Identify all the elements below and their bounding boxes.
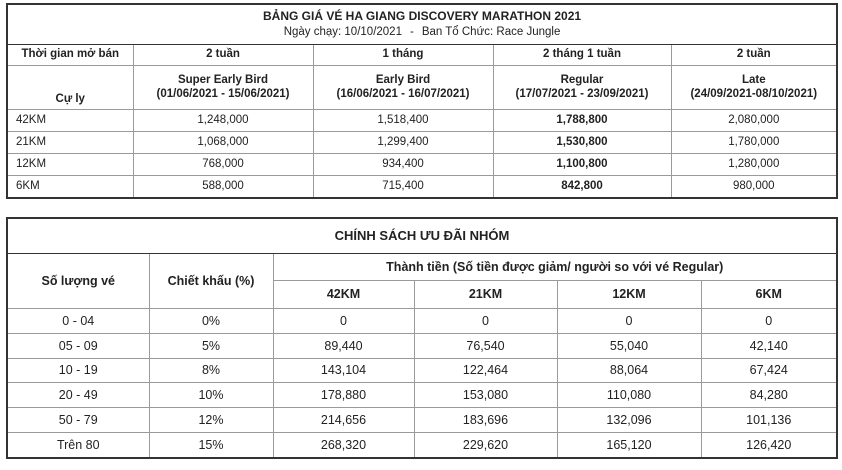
distance-header: 12KM	[557, 281, 701, 309]
price-cell: 1,788,800	[493, 110, 671, 132]
table-row	[7, 132, 837, 154]
subtitle-separator: -	[409, 25, 414, 38]
amount-cell: 143,104	[273, 358, 414, 383]
price-table	[6, 3, 838, 199]
discount-label: Chiết khấu (%)	[149, 254, 273, 309]
amount-cell: 0	[273, 309, 414, 334]
qty-cell: 20 - 49	[7, 383, 149, 408]
discount-cell: 0%	[149, 309, 273, 334]
qty-cell: 0 - 04	[7, 309, 149, 334]
table-row	[7, 176, 837, 199]
amount-cell: 42,140	[701, 333, 837, 358]
distance-cell: 21KM	[7, 132, 133, 154]
period-cell: 1 tháng	[313, 45, 493, 66]
amount-cell: 229,620	[414, 432, 557, 457]
price-cell: 1,530,800	[493, 132, 671, 154]
qty-cell: 10 - 19	[7, 358, 149, 383]
price-table-subtitle	[8, 26, 836, 39]
race-date: Ngày chạy: 10/10/2021	[283, 25, 402, 38]
discount-cell: 12%	[149, 408, 273, 433]
table-row	[7, 110, 837, 132]
price-cell: 1,780,000	[671, 132, 837, 154]
amount-cell: 132,096	[557, 408, 701, 433]
amount-cell: 101,136	[701, 408, 837, 433]
distance-cell: 6KM	[7, 176, 133, 199]
price-cell: 1,280,000	[671, 154, 837, 176]
phase-range: (01/06/2021 - 15/06/2021)	[156, 87, 290, 100]
price-cell: 1,100,800	[493, 154, 671, 176]
phase-cell	[313, 66, 493, 110]
price-cell: 588,000	[133, 176, 313, 199]
amount-cell: 67,424	[701, 358, 837, 383]
amount-label: Thành tiền (Số tiền được giảm/ người so với vé Regular)	[273, 254, 837, 281]
qty-cell: 05 - 09	[7, 333, 149, 358]
phase-name: Early Bird	[375, 74, 431, 87]
price-cell: 768,000	[133, 154, 313, 176]
amount-cell: 153,080	[414, 383, 557, 408]
qty-cell: Trên 80	[7, 432, 149, 457]
table-row	[7, 383, 837, 408]
table-row	[7, 408, 837, 433]
organizer: Ban Tổ Chức: Race Jungle	[421, 25, 561, 38]
phase-range: (17/07/2021 - 23/09/2021)	[515, 87, 649, 100]
period-cell: 2 tuần	[133, 45, 313, 66]
amount-cell: 214,656	[273, 408, 414, 433]
price-cell: 715,400	[313, 176, 493, 199]
discount-cell: 5%	[149, 333, 273, 358]
table-row	[7, 309, 837, 334]
distance-header: 42KM	[273, 281, 414, 309]
period-cell: 2 tháng 1 tuần	[493, 45, 671, 66]
table-row	[7, 154, 837, 176]
distance-cell: 42KM	[7, 110, 133, 132]
amount-cell: 126,420	[701, 432, 837, 457]
price-cell: 2,080,000	[671, 110, 837, 132]
price-cell: 842,800	[493, 176, 671, 199]
amount-cell: 0	[701, 309, 837, 334]
distance-header: 6KM	[701, 281, 837, 309]
discount-cell: 8%	[149, 358, 273, 383]
qty-label: Số lượng vé	[7, 254, 149, 309]
amount-cell: 0	[414, 309, 557, 334]
group-discount-table	[6, 217, 838, 459]
discount-cell: 15%	[149, 432, 273, 457]
group-table-title: CHÍNH SÁCH ƯU ĐÃI NHÓM	[7, 218, 837, 254]
distance-label: Cự ly	[7, 66, 133, 110]
discount-cell: 10%	[149, 383, 273, 408]
amount-cell: 165,120	[557, 432, 701, 457]
distance-header: 21KM	[414, 281, 557, 309]
phase-name: Late	[741, 74, 766, 87]
amount-cell: 88,064	[557, 358, 701, 383]
table-row	[7, 333, 837, 358]
price-cell: 1,248,000	[133, 110, 313, 132]
price-table-title: BẢNG GIÁ VÉ HA GIANG DISCOVERY MARATHON 2021	[263, 8, 582, 23]
price-cell: 934,400	[313, 154, 493, 176]
amount-cell: 268,320	[273, 432, 414, 457]
table-row	[7, 358, 837, 383]
amount-cell: 76,540	[414, 333, 557, 358]
table-row	[7, 432, 837, 457]
amount-cell: 183,696	[414, 408, 557, 433]
qty-cell: 50 - 79	[7, 408, 149, 433]
phase-name: Super Early Bird	[177, 74, 269, 87]
phase-range: (16/06/2021 - 16/07/2021)	[336, 87, 470, 100]
price-cell: 980,000	[671, 176, 837, 199]
period-cell: 2 tuần	[671, 45, 837, 66]
phase-name: Regular	[560, 74, 604, 87]
price-cell: 1,068,000	[133, 132, 313, 154]
phase-cell	[671, 66, 837, 110]
distance-cell: 12KM	[7, 154, 133, 176]
amount-cell: 122,464	[414, 358, 557, 383]
price-cell: 1,299,400	[313, 132, 493, 154]
amount-cell: 0	[557, 309, 701, 334]
sale-period-label: Thời gian mở bán	[7, 45, 133, 66]
phase-cell	[493, 66, 671, 110]
amount-cell: 55,040	[557, 333, 701, 358]
amount-cell: 89,440	[273, 333, 414, 358]
amount-cell: 178,880	[273, 383, 414, 408]
phase-cell	[133, 66, 313, 110]
price-table-title-cell	[7, 4, 837, 45]
phase-range: (24/09/2021-08/10/2021)	[690, 87, 818, 100]
amount-cell: 110,080	[557, 383, 701, 408]
price-cell: 1,518,400	[313, 110, 493, 132]
amount-cell: 84,280	[701, 383, 837, 408]
